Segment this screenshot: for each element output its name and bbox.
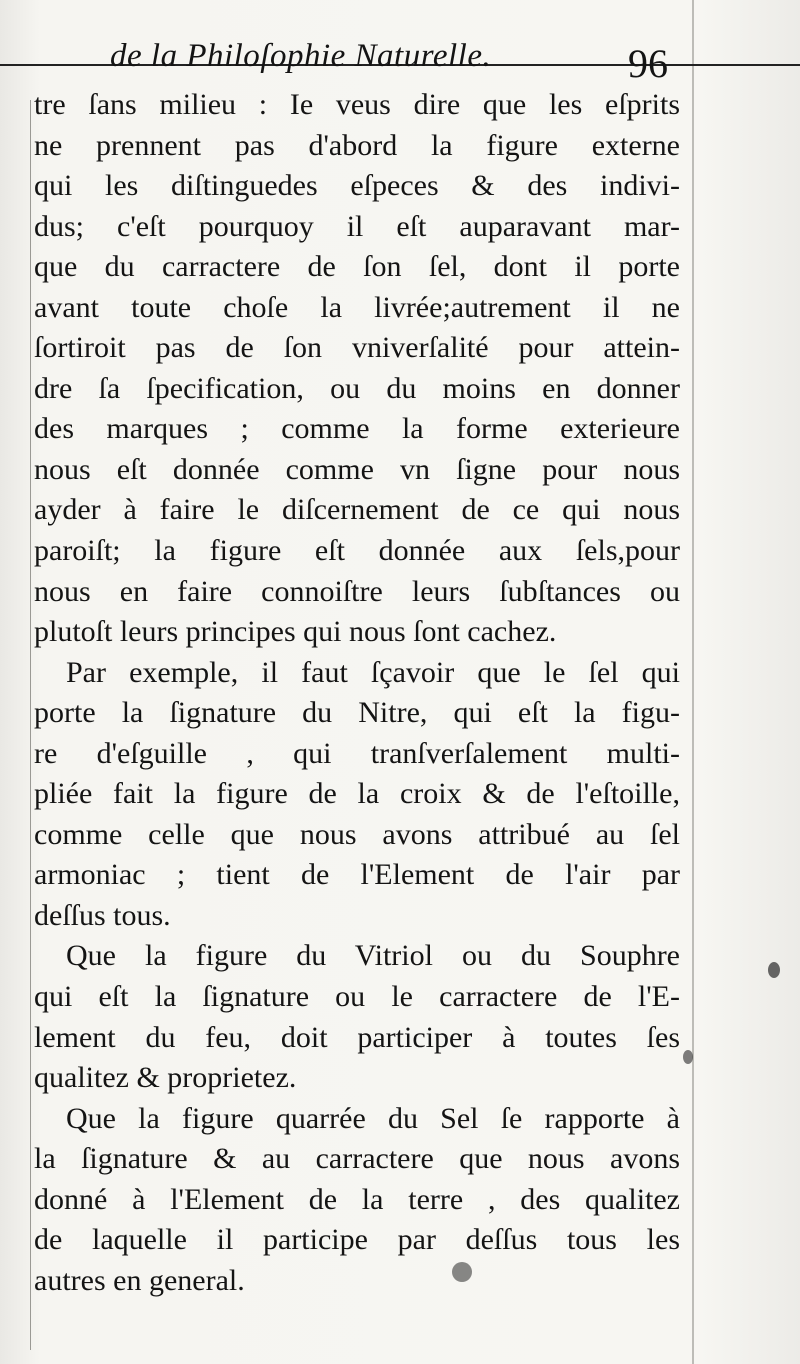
text-line: pliée fait la figure de la croix & de l'eſtoille,: [34, 777, 680, 811]
text-line: plutoſt leurs principes qui nous ſont cachez.: [34, 615, 557, 649]
page-number: 96: [628, 41, 668, 86]
text-line: paroiſt; la figure eſt donnée aux ſels,pour: [34, 534, 680, 568]
text-line: dus; c'eſt pourquoy il eſt auparavant mar-: [34, 209, 680, 243]
text-line: tre ſans milieu : Ie veus dire que les eſprits: [34, 88, 680, 121]
text-line: ne prennent pas d'abord la figure externe: [34, 128, 680, 162]
text-line: ſortiroit pas de ſon vniverſalité pour attein-: [34, 331, 680, 365]
text-line: donné à l'Element de la terre , des qualitez: [34, 1182, 680, 1216]
paragraph-start-line: Que la figure quarrée du Sel ſe rapporte à: [66, 1101, 680, 1135]
text-line: qui les diſtinguedes eſpeces & des indivi-: [34, 169, 680, 203]
text-line: la ſignature & au carractere que nous avons: [34, 1142, 680, 1176]
text-line: dre ſa ſpecification, ou du moins en donner: [34, 371, 680, 405]
paragraph-start-line: Par exemple, il faut ſçavoir que le ſel qui: [66, 655, 680, 689]
text-line: qui eſt la ſignature ou le carractere de l'E-: [34, 980, 680, 1014]
text-line: nous eſt donnée comme vn ſigne pour nous: [34, 452, 680, 486]
text-line: ayder à faire le diſcernement de ce qui nous: [34, 493, 680, 527]
left-margin-rule: [30, 100, 31, 1350]
paragraph-start-line: Que la figure du Vitriol ou du Souphre: [66, 939, 680, 973]
ink-smudge: [683, 1050, 693, 1064]
text-line: nous en faire connoiſtre leurs ſubſtances ou: [34, 574, 680, 608]
text-line: porte la ſignature du Nitre, qui eſt la figu-: [34, 696, 680, 730]
text-line: deſſus tous.: [34, 898, 171, 932]
text-line: qualitez & proprietez.: [34, 1061, 297, 1095]
right-gutter-rule: [692, 0, 694, 1364]
ink-smudge: [768, 962, 780, 978]
text-line: comme celle que nous avons attribué au ſel: [34, 817, 680, 851]
text-line: que du carractere de ſon ſel, dont il porte: [34, 250, 680, 284]
text-line: re d'eſguille , qui tranſverſalement multi-: [34, 736, 680, 770]
text-line: des marques ; comme la forme exterieure: [34, 412, 680, 446]
text-line: de laquelle il participe par deſſus tous les: [34, 1223, 680, 1257]
running-title: de la Philoſophie Naturelle.: [110, 38, 492, 74]
ink-smudge: [452, 1262, 472, 1282]
text-line: autres en general.: [34, 1263, 245, 1297]
text-line: avant toute choſe la livrée;autrement il ne: [34, 290, 680, 324]
text-line: armoniac ; tient de l'Element de l'air par: [34, 858, 680, 892]
text-line: lement du feu, doit participer à toutes ſes: [34, 1020, 680, 1054]
text-block: [34, 85, 680, 1301]
